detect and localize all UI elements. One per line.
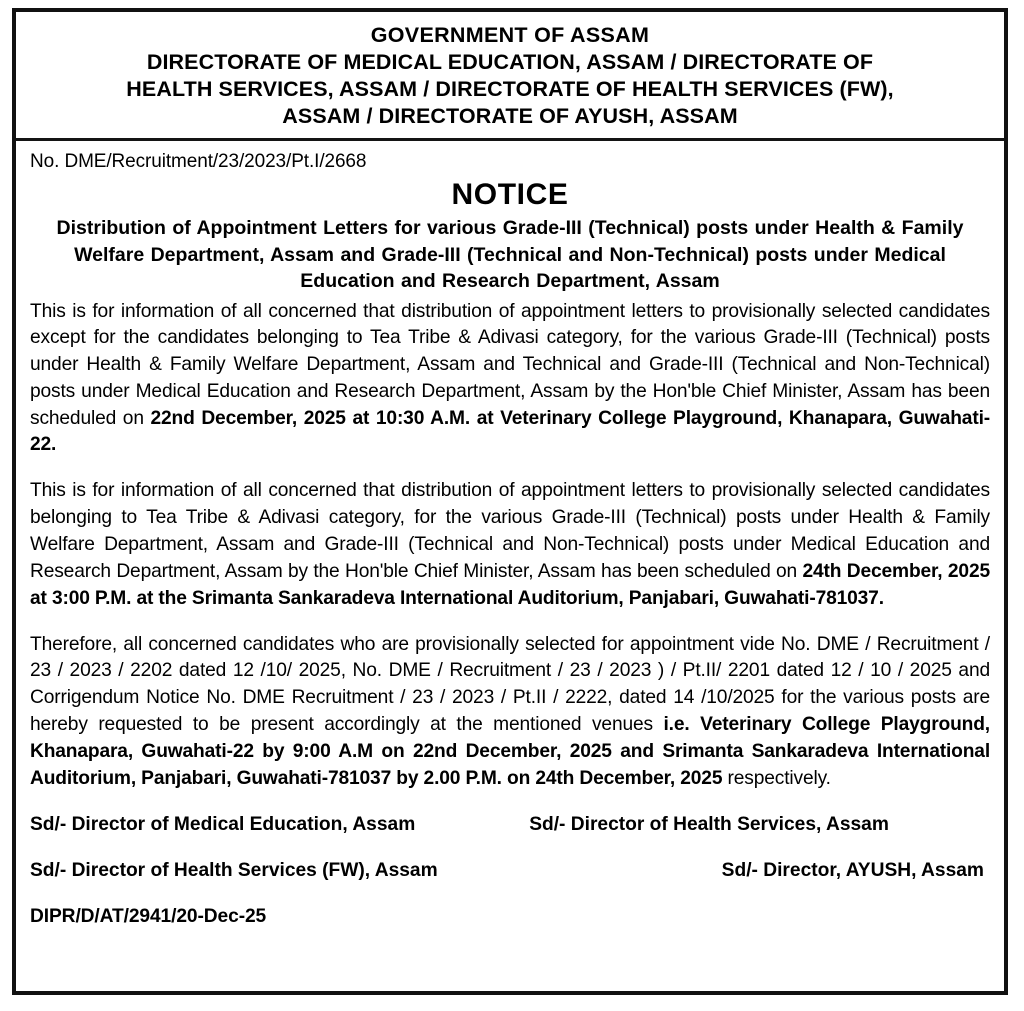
paragraph-instructions [30, 632, 990, 793]
signature-row [30, 812, 990, 838]
notice-heading: NOTICE [451, 178, 569, 211]
header-line-directorates-2: HEALTH SERVICES, ASSAM / DIRECTORATE OF HEALTH SERVICES (FW), [126, 77, 894, 101]
paragraph-2-text: This is for information of all concerned that distribution of appointment letters to provisionally selected candidates belonging to Tea Tribe & Adivasi category, for the various Grade-III (Technical) posts under Health & Family Welfare Department, Assam and Grade-III (Technical and Non-Technical) posts under Medical Education and Research Department, Assam by the Hon'ble Chief Minister, Assam has been scheduled on [30, 480, 990, 582]
paragraph-general-candidates [30, 299, 990, 460]
signatory-director-health-services-fw: Sd/- Director of Health Services (FW), Assam [30, 859, 438, 881]
document-header [16, 12, 1004, 141]
signature-block [30, 812, 990, 884]
header-line-government: GOVERNMENT OF ASSAM [370, 23, 650, 47]
header-line-directorates-1: DIRECTORATE OF MEDICAL EDUCATION, ASSAM / DIRECTORATE OF [146, 50, 874, 74]
signature-row [30, 858, 990, 884]
paragraph-tea-tribe-candidates [30, 478, 990, 612]
notice-subtitle: Distribution of Appointment Letters for various Grade-III (Technical) posts under Health & Family Welfare Department, Assam and Grade-III (Technical and Non-Technical) posts under Medical Education and Research Department, Assam [56, 217, 964, 292]
reference-number: No. DME/Recruitment/23/2023/Pt.I/2668 [30, 151, 367, 172]
paragraph-3-venues-bold: i.e. Veterinary College Playground, Khanapara, Guwahati-22 by 9:00 A.M on 22nd December, 2025 and Srimanta Sankaradeva International Auditorium, Panjabari, Guwahati-781037 by 2.00 P.M. on 24th December, 2025 [30, 714, 990, 789]
document-body [16, 141, 1004, 930]
notice-document [12, 8, 1008, 995]
signatory-director-health-services: Sd/- Director of Health Services, Assam [529, 813, 889, 835]
paragraph-3-text-end: respectively. [722, 767, 831, 789]
paragraph-1-text: This is for information of all concerned that distribution of appointment letters to provisionally selected candidates except for the candidates belonging to Tea Tribe & Adivasi category, for the various Grade-III (Technical) posts under Health & Family Welfare Department, Assam and Technical and Grade-III (Technical and Non-Technical) posts under Medical Education and Research Department, Assam by the Hon'ble Chief Minister, Assam has been scheduled on [30, 300, 990, 429]
paragraph-1-venue-datetime: 22nd December, 2025 at 10:30 A.M. at Veterinary College Playground, Khanapara, Guwahati-22. [30, 407, 990, 456]
paragraph-3-text: Therefore, all concerned candidates who are provisionally selected for appointment vide No. DME / Recruitment / 23 / 2023 / 2202 dated 12 /10/ 2025, No. DME / Recruitment / 23 / 2023 ) / Pt.II/ 2201 dated 12 / 10 / 2025 and Corrigendum Notice No. DME Recruitment / 23 / 2023 / Pt.II / 2222, dated 14 /10/2025 for the various posts are hereby requested to be present accordingly at the mentioned venues [30, 633, 990, 736]
header-line-directorates-3: ASSAM / DIRECTORATE OF AYUSH, ASSAM [282, 104, 738, 128]
signatory-director-ayush: Sd/- Director, AYUSH, Assam [721, 859, 984, 881]
footer-dipr-code: DIPR/D/AT/2941/20-Dec-25 [30, 905, 267, 927]
paragraph-2-venue-datetime: 24th December, 2025 at 3:00 P.M. at the Srimanta Sankaradeva International Auditorium, Panjabari, Guwahati-781037. [30, 560, 990, 609]
signatory-director-medical-education: Sd/- Director of Medical Education, Assam [30, 813, 416, 835]
